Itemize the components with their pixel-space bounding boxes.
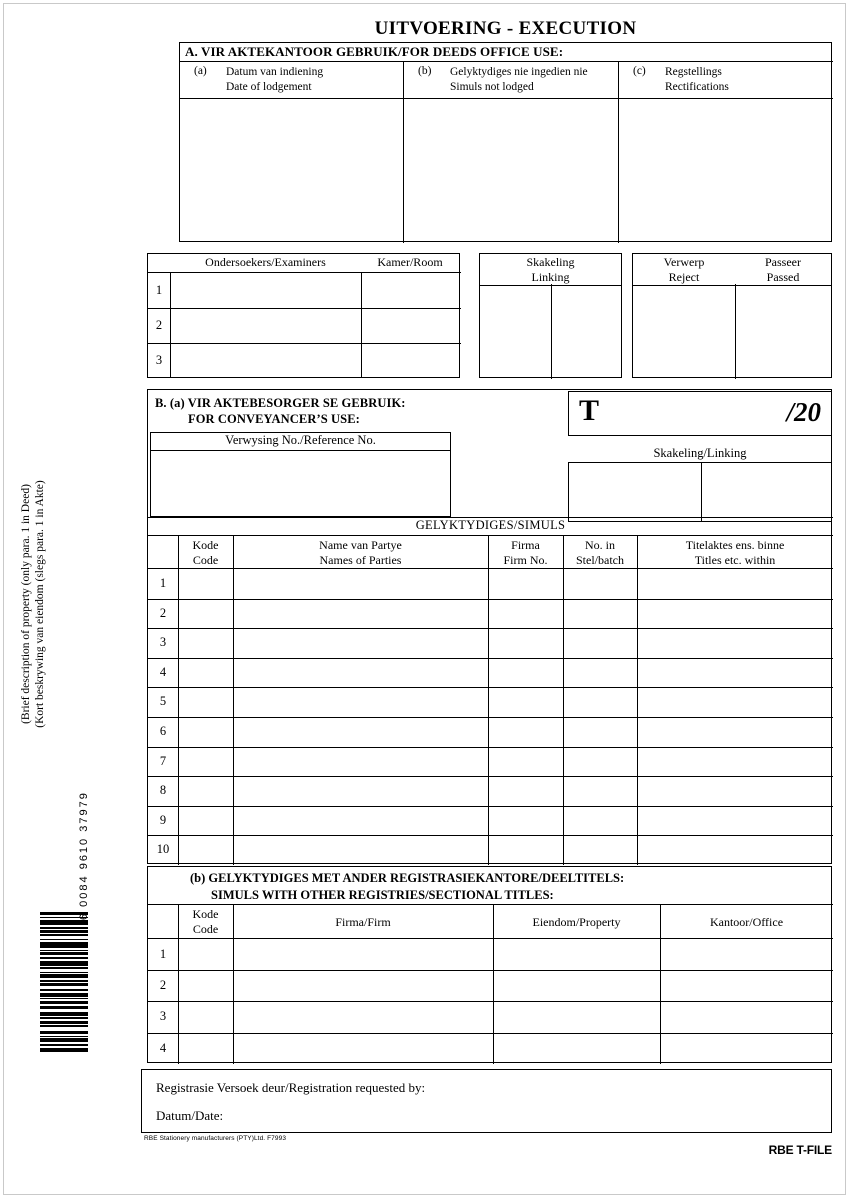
parties-header-code-en: Code xyxy=(192,552,219,567)
parties-header-divider-2 xyxy=(233,536,234,570)
table-row[interactable] xyxy=(148,717,833,748)
section-a-fill-area[interactable] xyxy=(180,99,833,243)
table-row[interactable] xyxy=(148,628,833,659)
b2-header-divider-2 xyxy=(233,905,234,939)
party-row-number: 7 xyxy=(148,747,179,777)
registration-requested-by-label: Registrasie Versoek deur/Registration requested by: xyxy=(156,1080,426,1095)
examiner-room-divider xyxy=(361,308,362,343)
section-b-heading xyxy=(148,390,568,430)
party-row-number: 4 xyxy=(148,658,179,688)
table-row[interactable] xyxy=(148,569,833,600)
parties-header-titles-af: Titelaktes ens. binne xyxy=(685,538,785,552)
b2-header-code xyxy=(178,905,233,939)
b2-row-number: 3 xyxy=(148,1001,179,1032)
section-b-linking-divider xyxy=(701,463,702,521)
table-row[interactable] xyxy=(148,343,461,377)
examiner-room-divider xyxy=(361,273,362,308)
col-b-label-af: Gelyktydiges nie ingedien nie xyxy=(450,66,588,78)
table-row[interactable] xyxy=(148,939,833,971)
t-number-box[interactable] xyxy=(568,391,832,436)
b2-row-number: 4 xyxy=(148,1033,179,1064)
verdict-box[interactable] xyxy=(632,253,832,378)
side-note-line-1: (Brief description of property (only para. 1 in Deed) xyxy=(20,484,32,724)
parties-header-names-en: Names of Parties xyxy=(319,552,402,567)
section-b2-heading xyxy=(148,867,833,905)
party-row-number: 3 xyxy=(148,628,179,658)
table-row[interactable] xyxy=(148,1001,833,1033)
examiners-header-row xyxy=(148,254,461,273)
b2-row-number: 2 xyxy=(148,970,179,1001)
section-b2-tag: (b) xyxy=(190,871,206,885)
section-b2-heading-en: SIMULS WITH OTHER REGISTRIES/SECTIONAL TITLES: xyxy=(211,888,554,902)
examiner-row-number: 3 xyxy=(148,343,171,378)
section-b-tag: B. (a) xyxy=(155,396,185,410)
parties-header-divider-3 xyxy=(488,536,489,570)
table-row[interactable] xyxy=(148,687,833,718)
examiner-row-number: 1 xyxy=(148,273,171,308)
col-c-label xyxy=(665,65,729,94)
parties-header-titles-en: Titles etc. within xyxy=(694,552,776,567)
parties-header-titles xyxy=(637,536,833,570)
parties-header-divider-1 xyxy=(178,536,179,570)
section-b2 xyxy=(147,866,832,1063)
party-row-number: 6 xyxy=(148,717,179,747)
reject-caption-af: Verwerp xyxy=(663,255,705,269)
b2-header-property: Eiendom/Property xyxy=(532,915,621,929)
section-b2-table-body xyxy=(148,939,833,1064)
parties-header-divider-5 xyxy=(637,536,638,570)
b2-header-code-en: Code xyxy=(192,921,219,936)
parties-header-batch-en: Stel/batch xyxy=(576,552,624,567)
table-row[interactable] xyxy=(148,308,461,344)
b2-header-divider-4 xyxy=(660,905,661,939)
page-title: UITVOERING - EXECUTION xyxy=(374,18,637,39)
table-row[interactable] xyxy=(148,747,833,778)
table-row[interactable] xyxy=(148,835,833,865)
col-b-tag: (b) xyxy=(418,65,432,77)
parties-header-names xyxy=(233,536,488,570)
table-row[interactable] xyxy=(148,599,833,630)
side-note xyxy=(19,449,49,759)
party-row-number: 2 xyxy=(148,599,179,629)
reference-no-box[interactable] xyxy=(150,432,451,517)
parties-table-header xyxy=(148,535,833,569)
side-note-line-2: (Kort beskrywing van eiendom (slegs para. 1 in Akte) xyxy=(34,480,46,728)
b2-row-number: 1 xyxy=(148,939,179,970)
barcode-bars xyxy=(40,912,88,1052)
linking-caption xyxy=(480,254,621,286)
passed-caption-en: Passed xyxy=(766,269,800,284)
parties-header-firm-af: Firma xyxy=(511,538,540,552)
col-c-label-en: Rectifications xyxy=(665,80,729,93)
registration-date-label: Datum/Date: xyxy=(156,1108,224,1123)
col-a-label-af: Datum van indiening xyxy=(226,66,324,78)
examiner-row-number: 2 xyxy=(148,308,171,343)
party-row-number: 5 xyxy=(148,687,179,717)
parties-header-code xyxy=(178,536,233,570)
section-b-heading-af: VIR AKTEBESORGER SE GEBRUIK: xyxy=(187,396,406,410)
form-code-label: RBE T-FILE xyxy=(768,1143,832,1157)
linking-caption-af: Skakeling xyxy=(526,255,575,269)
parties-table-body xyxy=(148,569,833,865)
section-b2-table-header xyxy=(148,905,833,939)
section-a-col-a xyxy=(180,62,403,99)
linking-caption-en: Linking xyxy=(531,269,570,284)
b2-header-office: Kantoor/Office xyxy=(709,915,784,929)
section-a-column-headers xyxy=(180,62,833,99)
t-letter: T xyxy=(579,394,600,427)
section-b-linking-label: Skakeling/Linking xyxy=(653,446,747,460)
party-row-number: 8 xyxy=(148,776,179,806)
barcode xyxy=(40,791,102,1052)
section-a-heading: A. VIR AKTEKANTOOR GEBRUIK/FOR DEEDS OFFICE USE: xyxy=(180,43,833,62)
party-row-number: 1 xyxy=(148,569,179,599)
col-a-tag: (a) xyxy=(194,65,207,77)
linking-box[interactable] xyxy=(479,253,622,378)
reject-caption-en: Reject xyxy=(668,269,700,284)
passed-caption-af: Passeer xyxy=(765,255,801,269)
section-a-divider-1 xyxy=(403,99,404,243)
section-b-linking-box[interactable] xyxy=(568,462,832,522)
col-c-label-af: Regstellings xyxy=(665,66,722,78)
col-c-tag: (c) xyxy=(633,65,646,77)
b2-header-code-af: Kode xyxy=(192,907,219,921)
col-a-label xyxy=(226,65,323,94)
section-a-divider-2 xyxy=(618,99,619,243)
section-b2-heading-af: GELYKTYDIGES MET ANDER REGISTRASIEKANTORE/DEELTITELS: xyxy=(208,871,625,885)
verdict-divider xyxy=(735,284,736,379)
parties-header-firm-en: Firm No. xyxy=(503,552,548,567)
reference-no-label: Verwysing No./Reference No. xyxy=(151,433,450,451)
passed-caption xyxy=(735,254,831,286)
table-row[interactable] xyxy=(148,1033,833,1064)
examiners-header-label: Ondersoekers/Examiners xyxy=(205,255,326,269)
b2-header-divider-1 xyxy=(178,905,179,939)
t-year-suffix: /20 xyxy=(786,397,821,427)
examiner-room-divider xyxy=(361,343,362,377)
form-page xyxy=(3,3,846,1195)
table-row[interactable] xyxy=(148,658,833,689)
section-a-col-b xyxy=(403,62,618,99)
party-row-number: 9 xyxy=(148,806,179,836)
table-row[interactable] xyxy=(148,776,833,807)
parties-header-divider-4 xyxy=(563,536,564,570)
parties-header-code-af: Kode xyxy=(192,538,219,552)
section-b-heading-en: FOR CONVEYANCER’S USE: xyxy=(188,412,360,426)
col-b-label-en: Simuls not lodged xyxy=(450,80,534,93)
table-row[interactable] xyxy=(148,273,461,309)
room-header-label: Kamer/Room xyxy=(377,255,443,269)
simuls-band-label: GELYKTYDIGES/SIMULS xyxy=(148,517,833,535)
section-a xyxy=(179,42,832,242)
col-b-label xyxy=(450,65,588,94)
table-row[interactable] xyxy=(148,806,833,837)
section-b xyxy=(147,389,832,864)
b2-header-firm: Firma/Firm xyxy=(335,915,391,929)
party-row-number: 10 xyxy=(148,835,179,865)
barcode-number: 6 0084 9610 37979 xyxy=(78,791,90,920)
parties-header-names-af: Name van Partye xyxy=(319,538,402,552)
linking-divider xyxy=(551,284,552,379)
parties-header-firm xyxy=(488,536,563,570)
b2-header-divider-3 xyxy=(493,905,494,939)
examiners-table xyxy=(147,253,460,378)
section-a-col-c xyxy=(618,62,833,99)
registration-request-box[interactable] xyxy=(141,1069,832,1133)
parties-header-batch xyxy=(563,536,637,570)
parties-header-batch-af: No. in xyxy=(585,538,615,552)
table-row[interactable] xyxy=(148,970,833,1002)
reject-caption xyxy=(633,254,735,286)
manufacturer-imprint: RBE Stationery manufacturers (PTY)Ltd. F7993 xyxy=(144,1135,287,1142)
col-a-label-en: Date of lodgement xyxy=(226,80,312,93)
